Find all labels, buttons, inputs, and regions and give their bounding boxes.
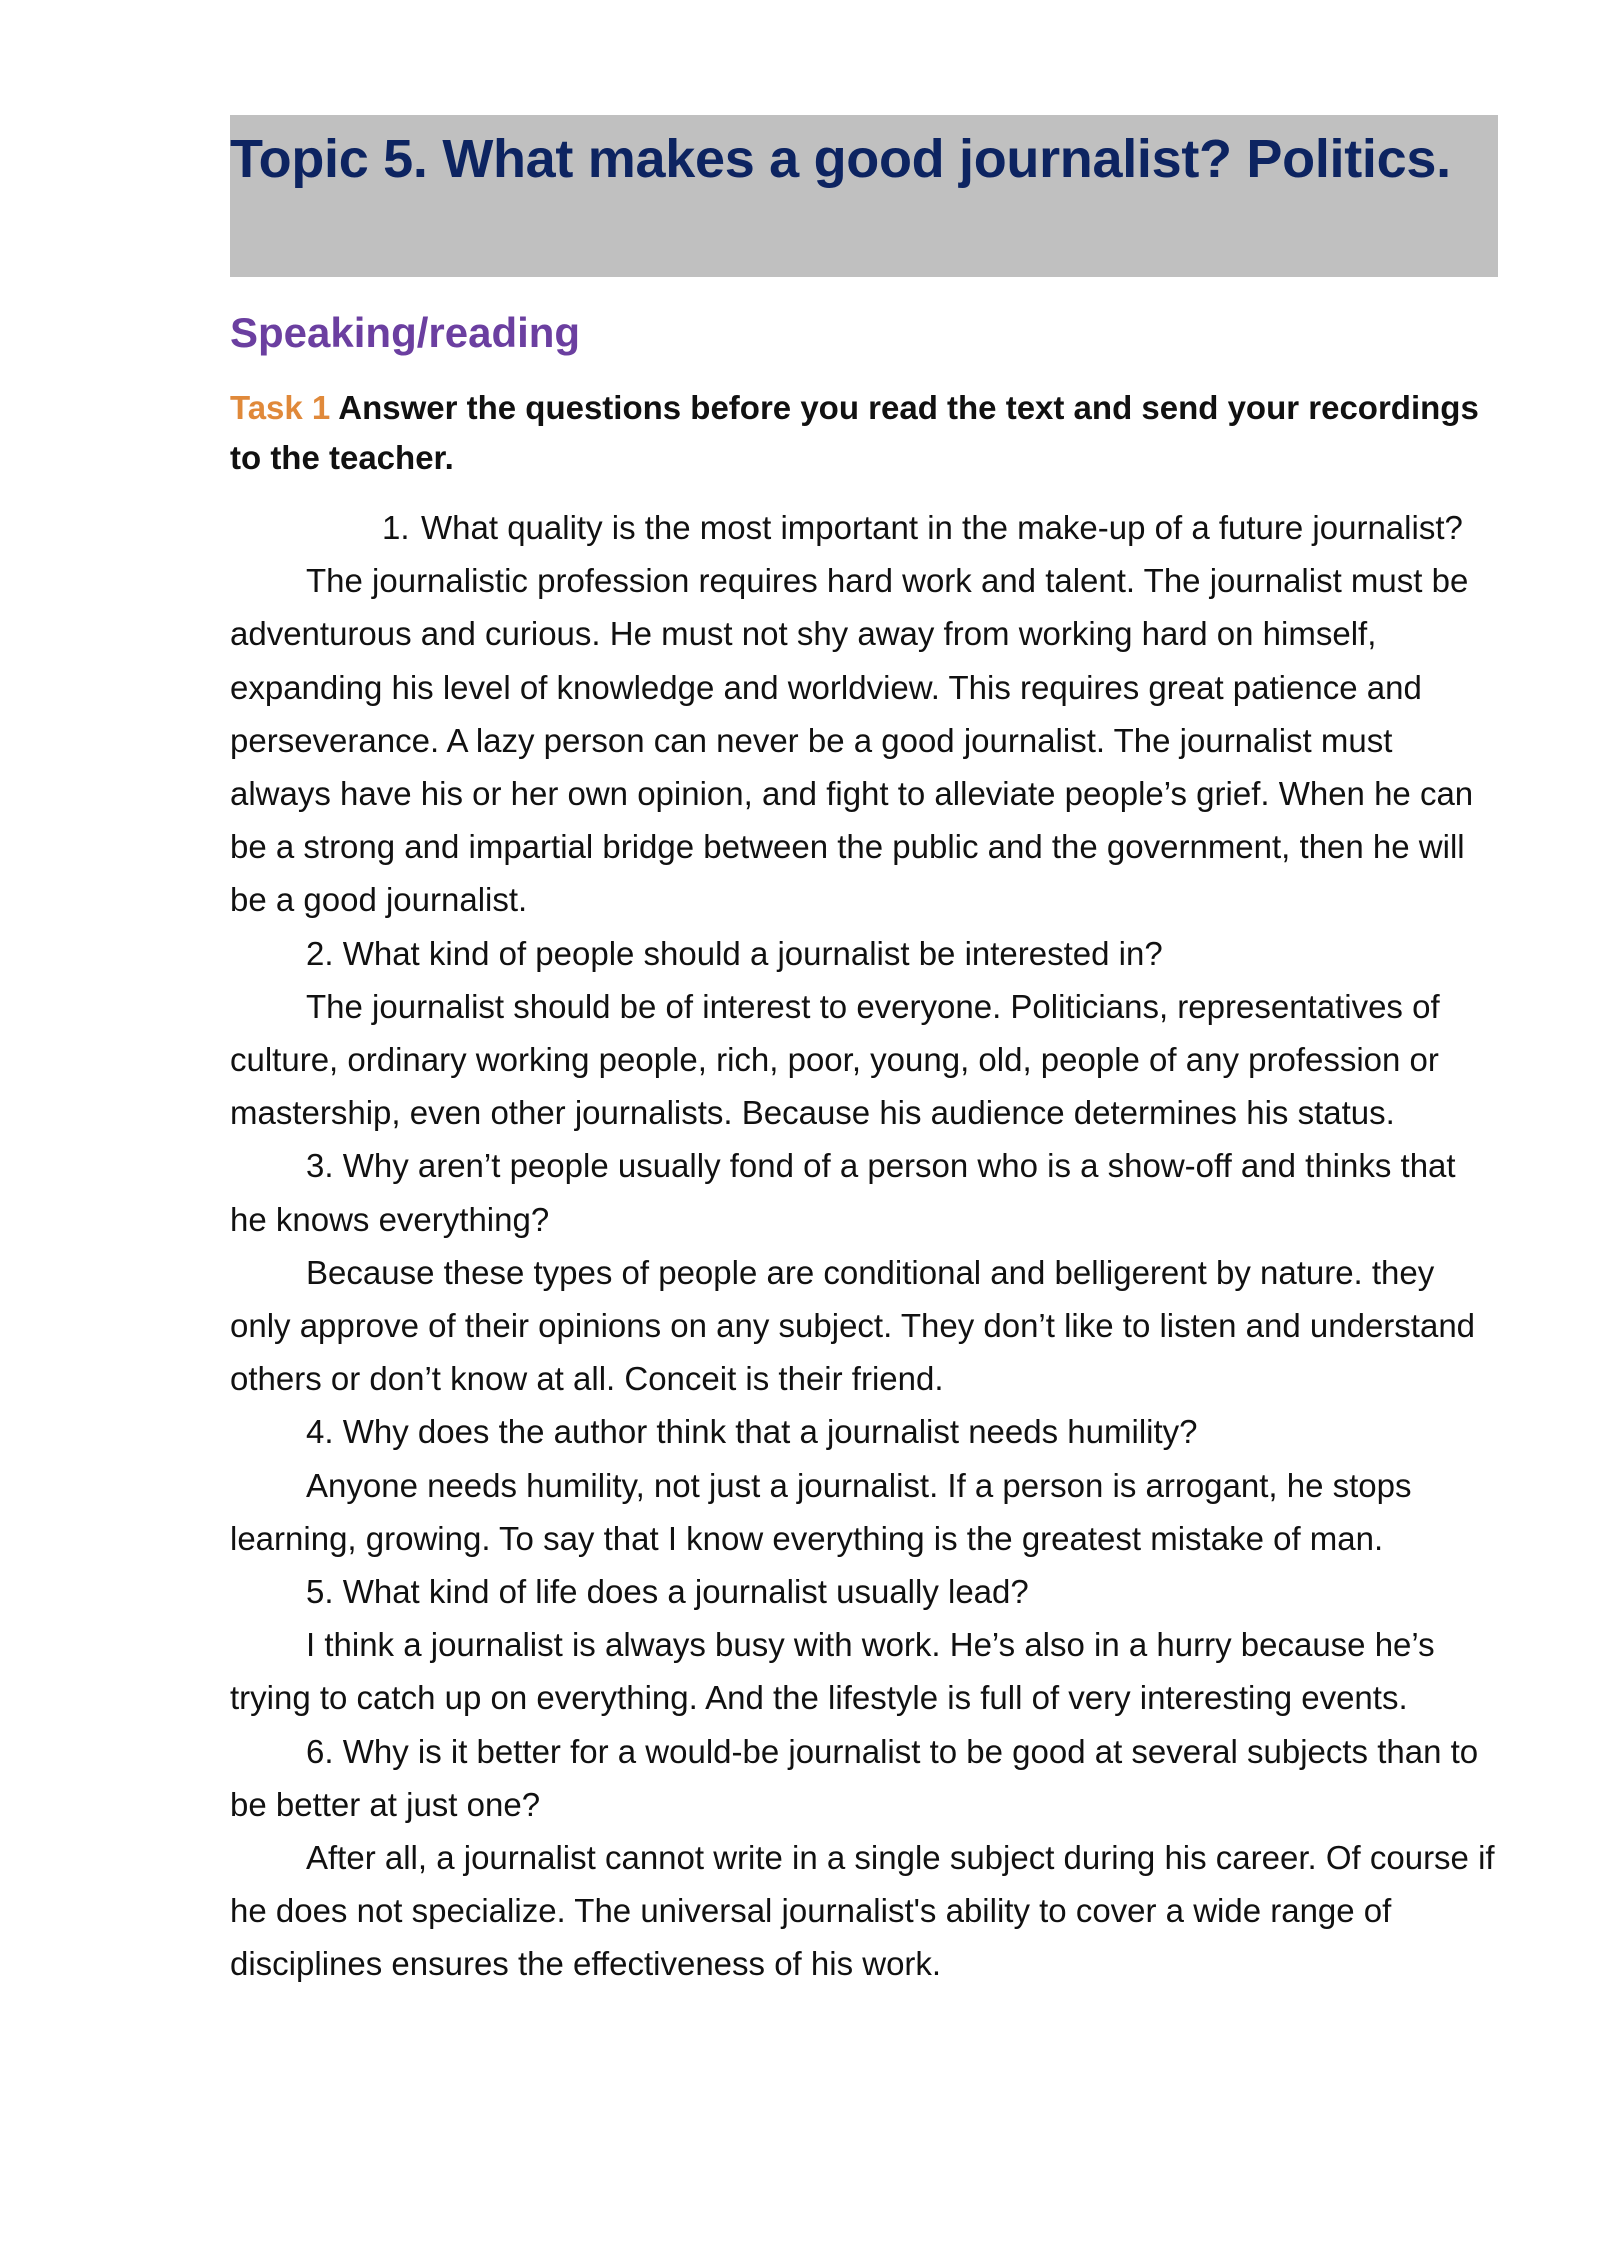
task-label: Task 1 (230, 389, 331, 426)
question-4: 4. Why does the author think that a journalist needs humility? (306, 1413, 1198, 1451)
topic-banner (230, 115, 1498, 277)
question-1-number: 1. (382, 509, 410, 546)
document-page (230, 115, 1498, 1991)
question-1 (230, 501, 1498, 554)
question-answer-list (230, 501, 1498, 1991)
task-instruction (230, 383, 1498, 483)
page-title: Topic 5. What makes a good journalist? Politics. (230, 129, 1451, 189)
question-3: 3. Why aren’t people usually fond of a person who is a show-off and thinks that he knows everything? (230, 1147, 1456, 1238)
section-heading: Speaking/reading (230, 309, 581, 356)
answer-4: Anyone needs humility, not just a journalist. If a person is arrogant, he stops learning, growing. To say that I know everything is the greatest mistake of man. (230, 1466, 1412, 1557)
answer-6: After all, a journalist cannot write in a single subject during his career. Of course if he does not specialize. The universal journalist's ability to cover a wide range of disciplines ensures the effectiveness of his work. (230, 1839, 1495, 1983)
task-text: Answer the questions before you read the text and send your recordings to the teacher. (230, 389, 1479, 476)
answer-1: The journalistic profession requires hard work and talent. The journalist must be adventurous and curious. He must not shy away from working hard on himself, expanding his level of knowledge and worldview. This requires great patience and perseverance. A lazy person can never be a good journalist. The journalist must always have his or her own opinion, and fight to alleviate people’s grief. When he can be a strong and impartial bridge between the public and the government, then he will be a good journalist. (230, 562, 1474, 919)
question-6: 6. Why is it better for a would-be journalist to be good at several subjects than to be better at just one? (230, 1732, 1479, 1823)
answer-5: I think a journalist is always busy with work. He’s also in a hurry because he’s trying to catch up on everything. And the lifestyle is full of very interesting events. (230, 1626, 1435, 1717)
question-1-text: What quality is the most important in the make-up of a future journalist? (421, 509, 1463, 546)
question-2: 2. What kind of people should a journalist be interested in? (306, 934, 1163, 972)
answer-2: The journalist should be of interest to everyone. Politicians, representatives of culture, ordinary working people, rich, poor, young, old, people of any profession or mastership, even other journalists. Because his audience determines his status. (230, 987, 1440, 1132)
question-5: 5. What kind of life does a journalist usually lead? (306, 1573, 1029, 1611)
answer-3: Because these types of people are conditional and belligerent by nature. they only approve of their opinions on any subject. They don’t like to listen and understand others or don’t know at all. Conceit is their friend. (230, 1253, 1476, 1398)
